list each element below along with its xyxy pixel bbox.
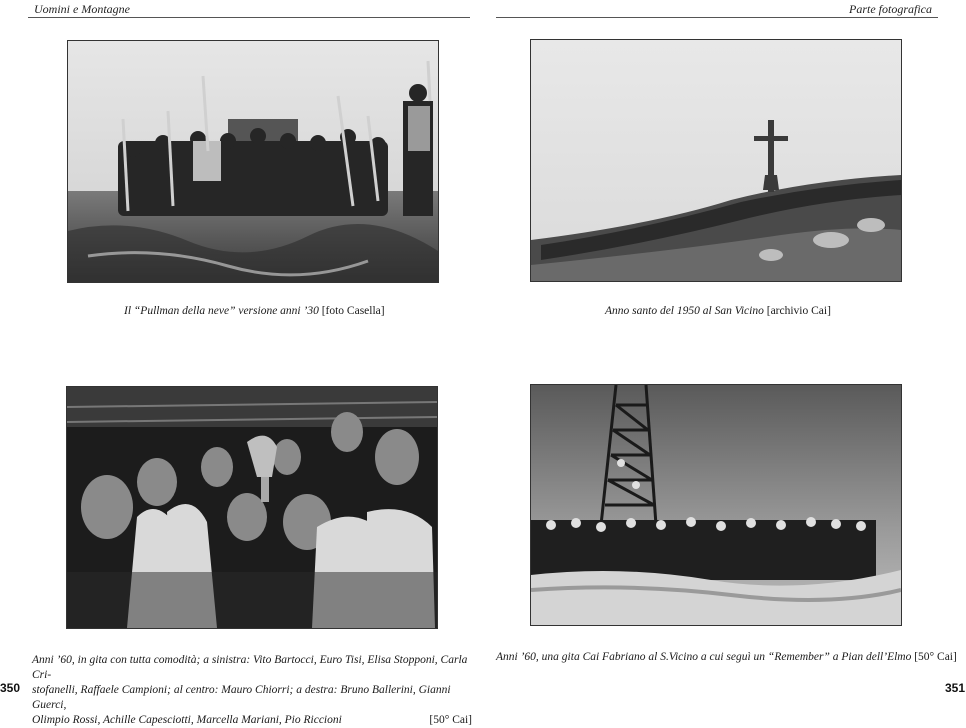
page-number-left: 350 xyxy=(0,681,21,695)
page-number-right: 351 xyxy=(945,681,966,695)
running-head-left: Uomini e Montagne xyxy=(34,2,130,16)
caption-top-left-text: Il “Pullman della neve” versione anni ’30 xyxy=(124,305,319,317)
caption-top-right-credit: [archivio Cai] xyxy=(766,305,831,317)
caption-bottom-left-line: Anni ’60, in gita con tutta comodità; a sinistra: Vito Bartocci, Euro Tisi, Elisa Stopponi, Carla Cri- xyxy=(32,654,468,681)
caption-bottom-left xyxy=(32,653,472,728)
caption-top-right-text: Anno santo del 1950 al San Vicino xyxy=(605,305,764,317)
header-rule-left xyxy=(28,17,470,18)
running-head-right: Parte fotografica xyxy=(849,2,932,16)
photo-gita-pullman-anni-60 xyxy=(66,386,438,629)
caption-bottom-left-last-row xyxy=(32,713,472,728)
caption-bottom-right-credit: [50° Cai] xyxy=(914,651,957,663)
caption-top-left xyxy=(124,304,385,319)
caption-top-left-credit: [foto Casella] xyxy=(321,305,385,317)
photo-pullman-della-neve xyxy=(67,40,439,283)
caption-top-right xyxy=(605,304,831,319)
caption-bottom-left-credit: [50° Cai] xyxy=(429,714,472,726)
caption-bottom-left-line: stofanelli, Raffaele Campioni; al centro: Mauro Chiorri; a destra: Bruno Ballerini, Gianni Guerci, xyxy=(32,684,451,711)
caption-bottom-right-text: Anni ’60, una gita Cai Fabriano al S.Vicino a cui seguì un “Remember” a Pian dell’Elmo xyxy=(496,651,912,663)
header-rule-right xyxy=(496,17,938,18)
photo-anno-santo-1950 xyxy=(530,39,902,282)
photo-gita-cai-san-vicino xyxy=(530,384,902,626)
caption-bottom-right xyxy=(496,650,957,665)
caption-bottom-left-line: Olimpio Rossi, Achille Capesciotti, Marcella Mariani, Pio Riccioni xyxy=(32,714,342,726)
